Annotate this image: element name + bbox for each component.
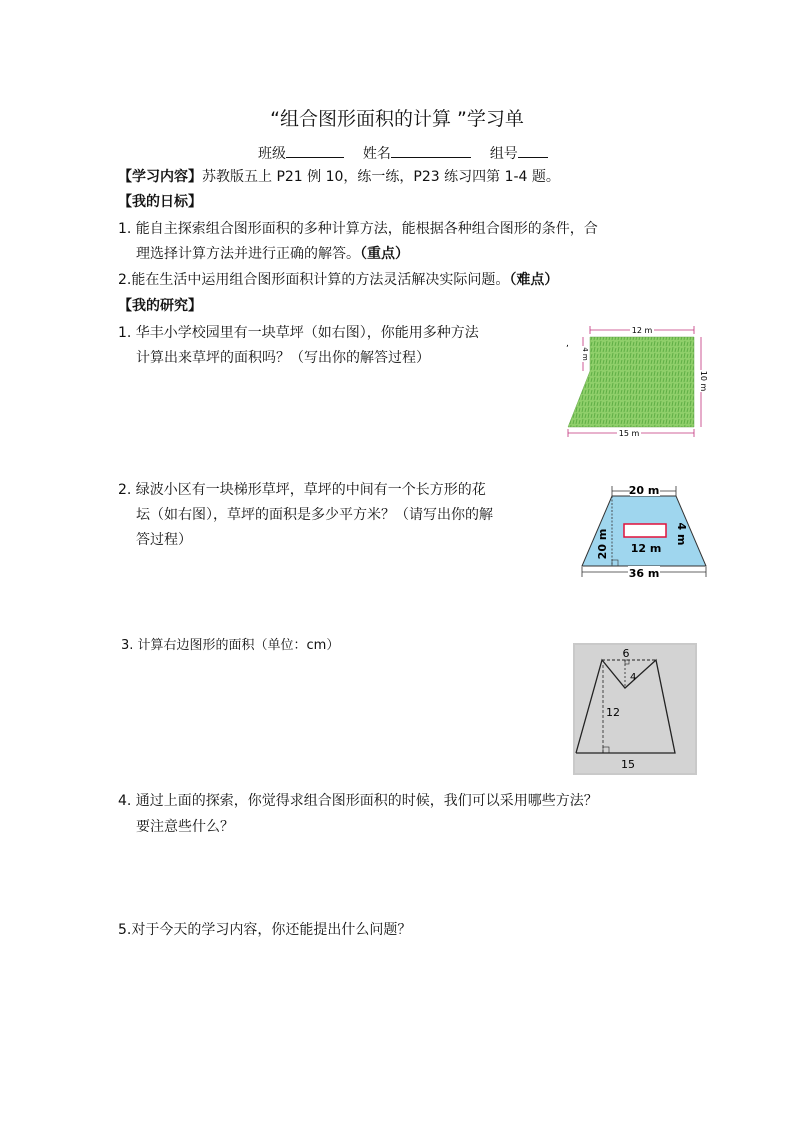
fig3-height-label: 12 — [606, 706, 620, 719]
name-blank[interactable] — [391, 143, 471, 158]
flowerbed-width-label: 12 m — [630, 542, 662, 555]
lawn-bottom-label: 15 m — [618, 429, 640, 438]
trapezoid-height-label: 20 m — [596, 528, 609, 560]
study-content-text: 苏教版五上 P21 例 10，练一练，P23 练习四第 1-4 题。 — [202, 169, 560, 185]
goals-heading: 【我的日标】 — [118, 194, 202, 210]
fig3-bottom-label: 15 — [621, 758, 635, 771]
question-4-line-1: 4. 通过上面的探索，你觉得求组合图形面积的时候，我们可以采用哪些方法？ — [118, 793, 598, 809]
question-4-line-2: 要注意些什么？ — [136, 819, 234, 835]
question-3: 3. 计算右边图形的面积（单位：cm） — [121, 638, 340, 653]
study-content-label: 【学习内容】 — [118, 169, 202, 185]
name-label: 姓名 — [362, 146, 391, 162]
study-content — [118, 168, 560, 186]
lawn-left-label: 4 m — [581, 347, 589, 361]
goal-2: 2.能在生活中运用组合图形面积计算的方法灵活解决实际问题。（难点） — [118, 272, 559, 288]
page-title: “组合图形面积的计算 ”学习单 — [270, 108, 524, 130]
lawn-right-label: 10 m — [699, 370, 708, 392]
lawn-figure — [563, 322, 713, 440]
flowerbed-height-label: 4 m — [675, 522, 688, 546]
question-2-line-2: 坛（如右图），草坪的面积是多少平方米？（请写出你的解 — [136, 507, 493, 523]
goal-1-line-2: 理选择计算方法并进行正确的解答。（重点） — [136, 246, 409, 262]
class-label: 班级 — [258, 146, 286, 162]
research-heading: 【我的研究】 — [118, 298, 202, 314]
student-info — [258, 143, 548, 163]
class-blank[interactable] — [286, 143, 344, 158]
goal-2-tag: （难点） — [509, 272, 559, 288]
fig3-top-label: 6 — [622, 647, 630, 660]
trapezoid-bottom-label: 36 m — [628, 567, 660, 580]
question-2-line-1: 2. 绿波小区有一块梯形草坪，草坪的中间有一个长方形的花 — [118, 482, 486, 498]
group-blank[interactable] — [518, 143, 548, 158]
group-label: 组号 — [489, 146, 518, 162]
dot-mark: , — [566, 339, 569, 349]
flowerbed-rect — [624, 524, 666, 537]
composite-figure — [573, 643, 697, 775]
trapezoid-figure — [580, 478, 710, 584]
question-1-line-2: 计算出来草坪的面积吗？（写出你的解答过程） — [136, 350, 430, 366]
goal-1-line-1: 1. 能自主探索组合图形面积的多种计算方法，能根据各种组合图形的条件，合 — [118, 221, 598, 237]
question-2-line-3: 答过程） — [136, 532, 192, 548]
trapezoid-top-label: 20 m — [628, 484, 660, 497]
fig3-inner-label: 4 — [630, 672, 637, 683]
lawn-top-label: 12 m — [631, 326, 653, 335]
question-1-line-1: 1. 华丰小学校园里有一块草坪（如右图），你能用多种方法 — [118, 325, 479, 341]
question-5: 5.对于今天的学习内容，你还能提出什么问题？ — [118, 922, 412, 938]
goal-1-tag: （重点） — [360, 246, 409, 262]
